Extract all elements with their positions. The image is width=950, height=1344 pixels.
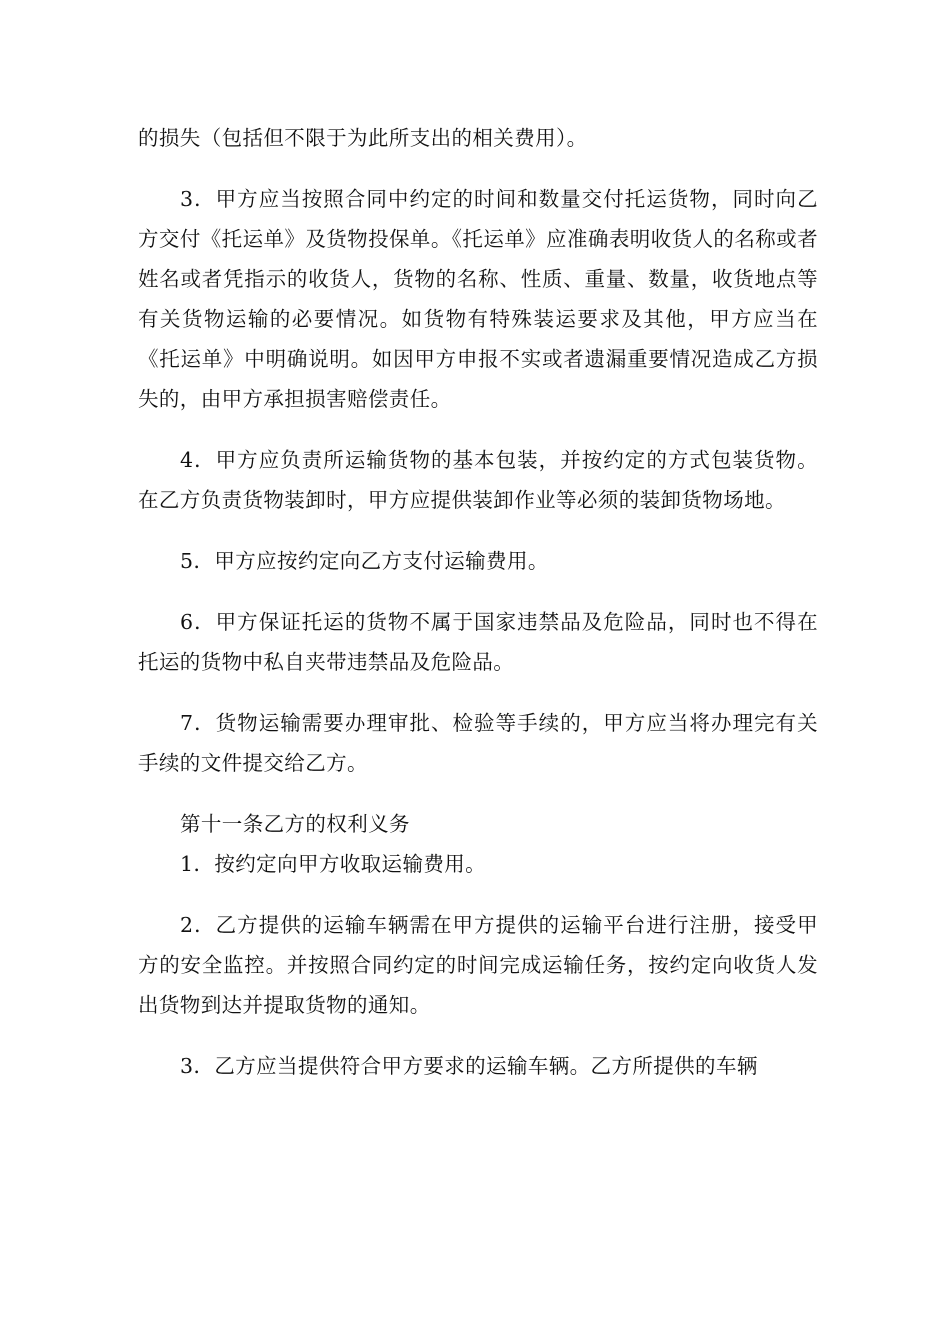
paragraph-party-a-item-7: 7．货物运输需要办理审批、检验等手续的，甲方应当将办理完有关手续的文件提交给乙方。	[138, 711, 818, 775]
article-11-heading: 第十一条乙方的权利义务	[180, 812, 410, 836]
document-body	[138, 118, 818, 1107]
paragraph-loss-continued: 的损失（包括但不限于为此所支出的相关费用）。	[138, 126, 588, 150]
paragraph-party-a-item-6: 6．甲方保证托运的货物不属于国家违禁品及危险品，同时也不得在托运的货物中私自夹带违禁品及危险品。	[138, 610, 818, 674]
paragraph-party-b-item-1: 1．按约定向甲方收取运输费用。	[180, 852, 487, 876]
paragraph-party-a-item-4: 4．甲方应负责所运输货物的基本包装，并按约定的方式包装货物。在乙方负责货物装卸时，甲方应提供装卸作业等必须的装卸货物场地。	[138, 448, 818, 512]
paragraph-party-b-item-3: 3．乙方应当提供符合甲方要求的运输车辆。乙方所提供的车辆	[180, 1054, 758, 1078]
paragraph-party-a-item-5: 5．甲方应按约定向乙方支付运输费用。	[180, 549, 549, 573]
paragraph-party-a-item-3: 3．甲方应当按照合同中约定的时间和数量交付托运货物，同时向乙方交付《托运单》及货物投保单。《托运单》应准确表明收货人的名称或者姓名或者凭指示的收货人，货物的名称、性质、重量、数量，收货地点等有关货物运输的必要情况。如货物有特殊装运要求及其他，甲方应当在《托运单》中明确说明。如因甲方申报不实或者遗漏重要情况造成乙方损失的，由甲方承担损害赔偿责任。	[138, 187, 818, 411]
paragraph-party-b-item-2: 2．乙方提供的运输车辆需在甲方提供的运输平台进行注册，接受甲方的安全监控。并按照合同约定的时间完成运输任务，按约定向收货人发出货物到达并提取货物的通知。	[138, 913, 818, 1017]
